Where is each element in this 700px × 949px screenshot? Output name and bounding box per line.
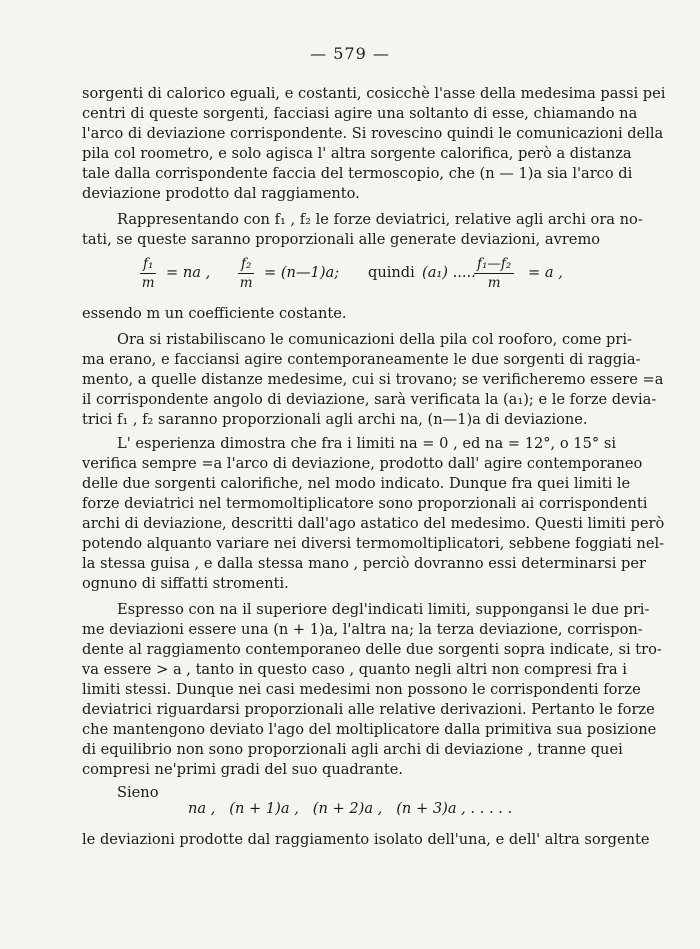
text-line: delle due sorgenti calorifiche, nel modo indicato. Dunque fra quei limiti le [82,475,631,492]
text-line: limiti stessi. Dunque nei casi medesimi non possono le corrispondenti forze [82,681,641,698]
text-line: trici f₁ , f₂ saranno proporzionali agli archi na, (n—1)a di deviazione. [82,411,588,428]
equation-part: = na , [166,264,211,281]
text-line: essendo m un coefficiente costante. [82,305,347,322]
denominator: m [487,275,501,291]
fraction-f1-over-m [140,256,156,291]
text-line: Ora si ristabiliscano le comunicazioni della pila col rooforo, come pri- [117,331,632,348]
text-line: che mantengono deviato l'ago del moltiplicatore dalla primitiva sua posizione [82,721,657,738]
text-line: deviazione prodotto dal raggiamento. [82,185,360,202]
text-line: ma erano, e facciansi agire contemporaneamente le due sorgenti di raggia- [82,351,641,368]
equation-part: = (n—1)a; [264,264,340,281]
text-line: va essere > a , tanto in questo caso , quanto negli altri non compresi fra i [82,661,627,678]
text-line: tati, se queste saranno proporzionali alle generate deviazioni, avremo [82,231,601,248]
text-line: il corrispondente angolo di deviazione, sarà verificata la (a₁); e le forze devia- [82,391,657,408]
text-line: di equilibrio non sono proporzionali agli archi di deviazione , tranne quei [82,741,623,758]
text-line: mento, a quelle distanze medesime, cui si trovano; se verificheremo essere =a [82,371,664,388]
text-line: L' esperienza dimostra che fra i limiti na = 0 , ed na = 12°, o 15° si [117,435,616,452]
text-line: ognuno di siffatti stromenti. [82,575,289,592]
denominator: m [141,275,155,291]
fraction-difference-over-m [474,256,514,291]
text-line: centri di queste sorgenti, facciasi agire una soltanto di esse, chiamando na [82,105,638,122]
page-number: — 579 — [310,44,390,63]
equation-part: = a , [528,264,563,281]
text-line: sorgenti di calorico eguali, e costanti, cosicchè l'asse della medesima passi pei [82,85,666,102]
numerator: f₂ [238,256,254,274]
text-line: me deviazioni essere una (n + 1)a, l'altra na; la terza deviazione, corrispon- [82,621,643,638]
text-line: compresi ne'primi gradi del suo quadrante. [82,761,403,778]
text-line: dente al raggiamento contemporaneo delle due sorgenti sopra indicate, si tro- [82,641,662,658]
text-line: Rappresentando con f₁ , f₂ le forze deviatrici, relative agli archi ora no- [117,211,643,228]
deviation-series: na , (n + 1)a , (n + 2)a , (n + 3)a , . . . . . [188,800,513,817]
text-line: l'arco di deviazione corrispondente. Si rovescino quindi le comunicazioni della [82,125,664,142]
equation-word: quindi [368,264,415,281]
text-line: potendo alquanto variare nei diversi termomoltiplicatori, sebbene foggiati nel- [82,535,665,552]
text-line: deviatrici riguardarsi proporzionali alle relative derivazioni. Pertanto le forze [82,701,655,718]
fraction-f2-over-m [238,256,254,291]
text-line: archi di deviazione, descritti dall'ago astatico del medesimo. Questi limiti però [82,515,665,532]
text-line: la stessa guisa , e dalla stessa mano , perciò dovranno essi determinarsi per [82,555,646,572]
numerator: f₁ [140,256,156,274]
text-line: tale dalla corrispondente faccia del termoscopio, che (n — 1)a sia l'arco di [82,165,633,182]
text-line: Espresso con na il superiore degl'indicati limiti, suppongansi le due pri- [117,601,650,618]
numerator: f₁—f₂ [474,256,514,274]
text-line: forze deviatrici nel termomoltiplicatore sono proporzionali ai corrispondenti [82,495,648,512]
denominator: m [239,275,253,291]
text-line: verifica sempre =a l'arco di deviazione, prodotto dall' agire contemporaneo [82,455,643,472]
text-sieno: Sieno [117,784,159,801]
text-line: pila col roometro, e solo agisca l' altra sorgente calorifica, però a distanza [82,145,632,162]
text-line: le deviazioni prodotte dal raggiamento isolato dell'una, e dell' altra sorgente [82,831,650,848]
equation-label: (a₁) ..... [422,264,476,281]
